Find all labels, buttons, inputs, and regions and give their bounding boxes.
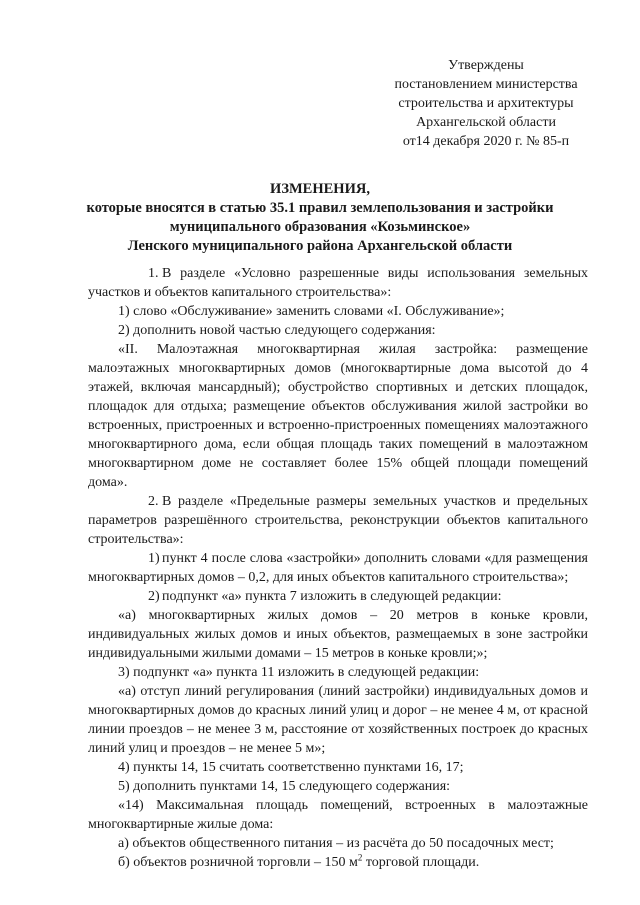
approval-line: постановлением министерства [394, 77, 578, 92]
paragraph-2 [88, 492, 588, 549]
approval-line: Утверждены [448, 58, 524, 73]
paragraph-1-2: 2) дополнить новой частью следующего содержания: [118, 323, 436, 338]
approval-line: Архангельской области [416, 115, 556, 130]
document-body [88, 264, 588, 872]
paragraph-2-5-quote-2: а) объектов общественного питания – из расчёта до 50 посадочных мест; [118, 836, 554, 851]
paragraph-1-3: «II. Малоэтажная многоквартирная жилая застройка: размещение малоэтажных многоквартирных домов (многоквартирные дома высотой до 4 этажей, включая мансардный); обустройство спортивных и детских площадок, площадок для отдыха; размещение объектов обслуживания жилой застройки во встроенных, пристроенных и встроенно-пристроенных помещениях малоэтажного многоквартирного дома, если общая площадь таких помещений в малоэтажном многоквартирном доме не составляет более 15% общей площади помещений дома». [88, 342, 588, 490]
paragraph-2-4: 4) пункты 14, 15 считать соответственно пунктами 16, 17; [118, 760, 464, 775]
paragraph-2-5: 5) дополнить пунктами 14, 15 следующего содержания: [118, 779, 451, 794]
item-number: 2) [148, 589, 160, 604]
quote-text: торговой площади. [362, 855, 480, 870]
square-superscript: 2 [357, 852, 363, 863]
approval-stamp [380, 56, 592, 151]
paragraph-2-2-quote: «а) многоквартирных жилых домов – 20 метров в коньке кровли, индивидуальных жилых домов и иных объектов, размещаемых в зоне застройки индивидуальными жилыми домами – 15 метров в коньке кровли;»; [88, 608, 588, 661]
approval-line: строительства и архитектуры [398, 96, 574, 111]
paragraph-2-5-quote-3 [88, 853, 588, 872]
item-number: 1) [148, 551, 160, 566]
title-line: муниципального образования «Козьминское» [169, 219, 471, 235]
item-text: пункт 4 после слова «застройки» дополнить словами «для размещения многоквартирных домов – 0,2, для иных объектов капитального строительства»; [88, 551, 588, 585]
paragraph-2-3-quote: «а) отступ линий регулирования (линий застройки) индивидуальных домов и многоквартирных домов до красных линий улиц и дорог – не менее 4 м, от красной линии проездов – не менее 3 м, расстояние от хозяйственных построек до красных линий улиц и проездов – не менее 5 м»; [88, 684, 588, 756]
item-number: 2. [148, 494, 159, 509]
paragraph-1 [88, 264, 588, 302]
paragraph-2-5-quote-1: «14) Максимальная площадь помещений, встроенных в малоэтажные многоквартирные жилые дома: [88, 798, 588, 832]
title-heading: ИЗМЕНЕНИЯ, [270, 181, 370, 197]
approval-line: от14 декабря 2020 г. № 85-п [402, 134, 570, 149]
item-text: подпункт «а» пункта 7 изложить в следующей редакции: [162, 589, 502, 604]
quote-text: б) объектов розничной торговли – 150 м [118, 855, 358, 870]
paragraph-2-2 [88, 587, 588, 606]
title-line: Ленского муниципального района Архангельской области [127, 238, 513, 254]
paragraph-2-1 [88, 549, 588, 587]
title-line: которые вносятся в статью 35.1 правил землепользования и застройки [86, 200, 554, 216]
document-title [60, 180, 580, 256]
item-text: В разделе «Предельные размеры земельных участков и предельных параметров разрешённого строительства, реконструкции объектов капитального строительства»: [88, 494, 588, 547]
paragraph-1-1: 1) слово «Обслуживание» заменить словами «I. Обслуживание»; [118, 304, 505, 319]
paragraph-2-3: 3) подпункт «а» пункта 11 изложить в следующей редакции: [118, 665, 480, 680]
item-text: В разделе «Условно разрешенные виды использования земельных участков и объектов капитального строительства»: [88, 266, 588, 300]
item-number: 1. [148, 266, 159, 281]
